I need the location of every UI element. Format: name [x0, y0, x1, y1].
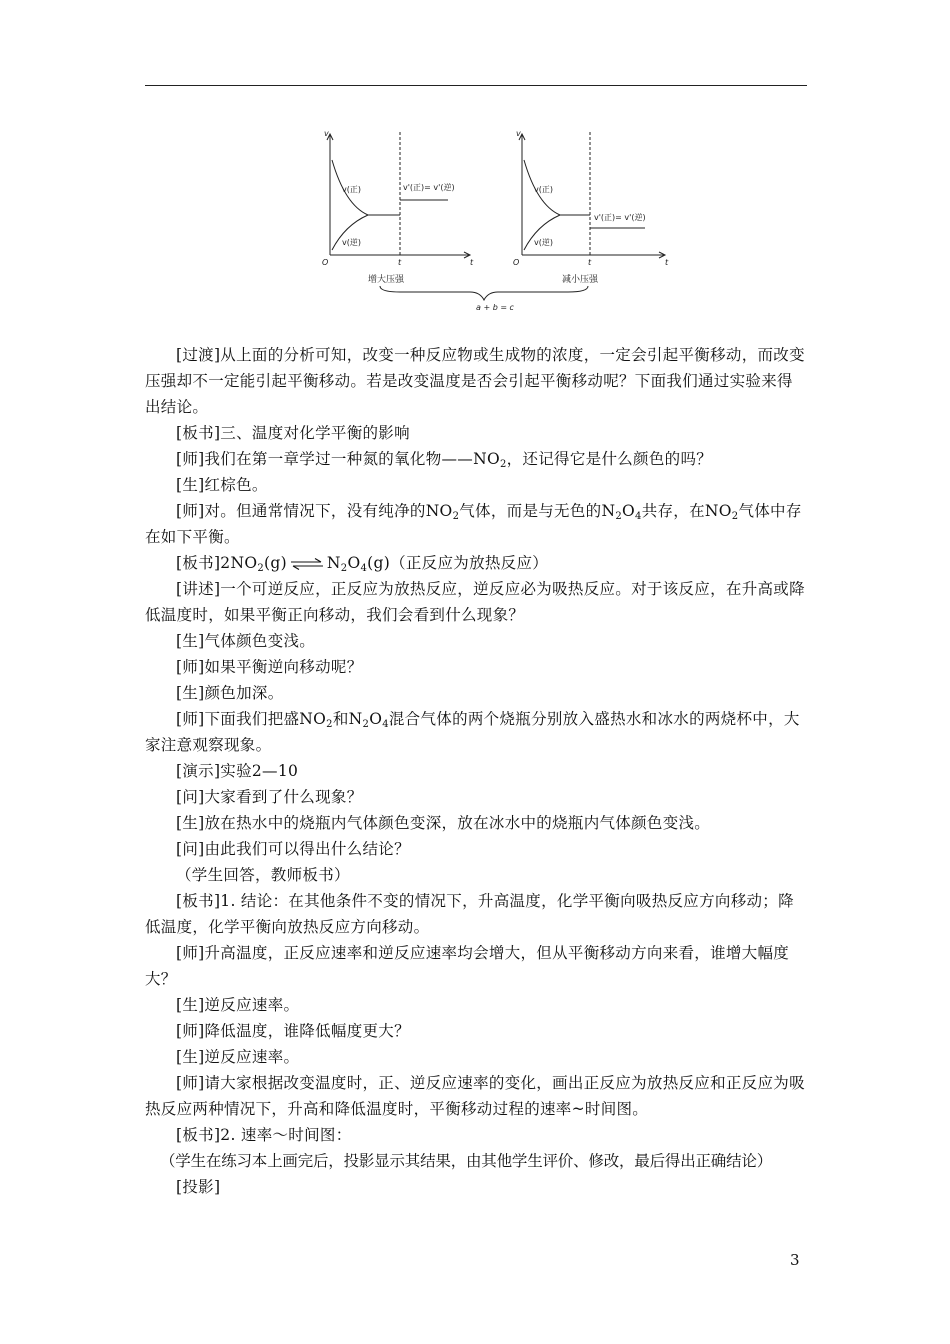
- para-student-reverse-rate-2: [生]逆反应速率。: [176, 1048, 300, 1066]
- condition-label: a + b = c: [476, 303, 514, 312]
- left-curve-forward-label: v(正): [342, 185, 361, 194]
- left-after-label: v'(正)= v'(逆): [403, 183, 455, 192]
- para-question-phenomenon: [问]大家看到了什么现象？: [176, 788, 363, 806]
- para-student-reverse-rate-1: [生]逆反应速率。: [176, 996, 300, 1014]
- para-board-equation: [板书]$2NO_2(g)$ $N_2O_4(g)$（正反应为放热反应）: [176, 554, 549, 574]
- para-teacher-lower-temp: [师]降低温度，谁降低幅度更大？: [176, 1022, 410, 1040]
- para-teacher-reverse: [师]如果平衡逆向移动呢？: [176, 658, 363, 676]
- equilibrium-arrow-icon: [290, 558, 324, 570]
- left-t-axis-label: t: [470, 258, 474, 267]
- para-student-deeper: [生]颜色加深。: [176, 684, 284, 702]
- para-transition: [过渡]从上面的分析可知，改变一种反应物或生成物的浓度，一定会引起平衡移动，而改变压强却不一定能引起平衡移动。若是改变温度是否会引起平衡移动呢？下面我们通过实验来得出结论。: [145, 346, 805, 416]
- right-after-label: v'(正)= v'(逆): [594, 213, 646, 222]
- para-projection: [投影]: [176, 1178, 221, 1196]
- para-student-redbrown: [生]红棕色。: [176, 476, 268, 494]
- para-teacher-raise-temp: [师]升高温度，正反应速率和逆反应速率均会增大，但从平衡移动方向来看，谁增大幅度大？: [145, 944, 790, 988]
- para-demo-experiment: [演示]实验2—10: [176, 762, 299, 780]
- right-t-axis-label: t: [665, 258, 669, 267]
- page-number: 3: [790, 1251, 800, 1269]
- right-curve-forward-label: v(正): [534, 185, 553, 194]
- rate-time-figure: [300, 120, 680, 315]
- para-question-conclusion: [问]由此我们可以得出什么结论？: [176, 840, 410, 858]
- para-board-rate-time: [板书]2. 速率～时间图：: [176, 1126, 352, 1144]
- para-teacher-draw-graphs: [师]请大家根据改变温度时，正、逆反应速率的变化，画出正反应为放热反应和正反应为吸热反应两种情况下，升高和降低温度时，平衡移动过程的速率~时间图。: [145, 1074, 805, 1118]
- right-caption: 减小压强: [562, 275, 599, 285]
- para-board-temperature: [板书]三、温度对化学平衡的影响: [176, 424, 410, 442]
- joining-brace: [380, 286, 588, 300]
- para-student-answer: （学生回答，教师板书）: [176, 866, 350, 884]
- left-origin-label: O: [322, 258, 329, 267]
- right-curve-reverse-label: v(逆): [534, 238, 553, 247]
- right-origin-label: O: [513, 258, 520, 267]
- header-rule: [145, 85, 807, 86]
- left-curve-reverse-label: v(逆): [342, 238, 361, 247]
- left-caption: 增大压强: [368, 275, 405, 285]
- para-students-draw: （学生在练习本上画完后，投影显示其结果，由其他学生评价、修改，最后得出正确结论）: [160, 1152, 773, 1170]
- para-teacher-equilibrium: [师]对。但通常情况下，没有纯净的$NO_2$气体，而是与无色的$N_2O_4$共存，在$NO_2$气体中存在如下平衡。: [145, 502, 802, 546]
- right-v-axis-label: v: [516, 129, 521, 138]
- para-lecture-reversible: [讲述]一个可逆反应，正反应为放热反应，逆反应必为吸热反应。对于该反应，在升高或降低温度时，如果平衡正向移动，我们会看到什么现象？: [145, 580, 805, 624]
- para-student-lighter: [生]气体颜色变浅。: [176, 632, 316, 650]
- para-student-observation: [生]放在热水中的烧瓶内气体颜色变深，放在冰水中的烧瓶内气体颜色变浅。: [176, 814, 711, 832]
- para-teacher-no2: [师]我们在第一章学过一种氮的氧化物$——NO_2$，还记得它是什么颜色的吗？: [176, 450, 713, 470]
- para-board-conclusion: [板书]1. 结论：在其他条件不变的情况下，升高温度，化学平衡向吸热反应方向移动；降低温度，化学平衡向放热反应方向移动。: [145, 892, 794, 936]
- right-t-tick-label: t: [588, 258, 592, 267]
- left-v-axis-label: v: [324, 129, 329, 138]
- para-teacher-flasks: [师]下面我们把盛$NO_2$和$N_2O_4$混合气体的两个烧瓶分别放入盛热水和冰水的两烧杯中，大家注意观察现象。: [145, 710, 800, 754]
- left-t-tick-label: t: [398, 258, 402, 267]
